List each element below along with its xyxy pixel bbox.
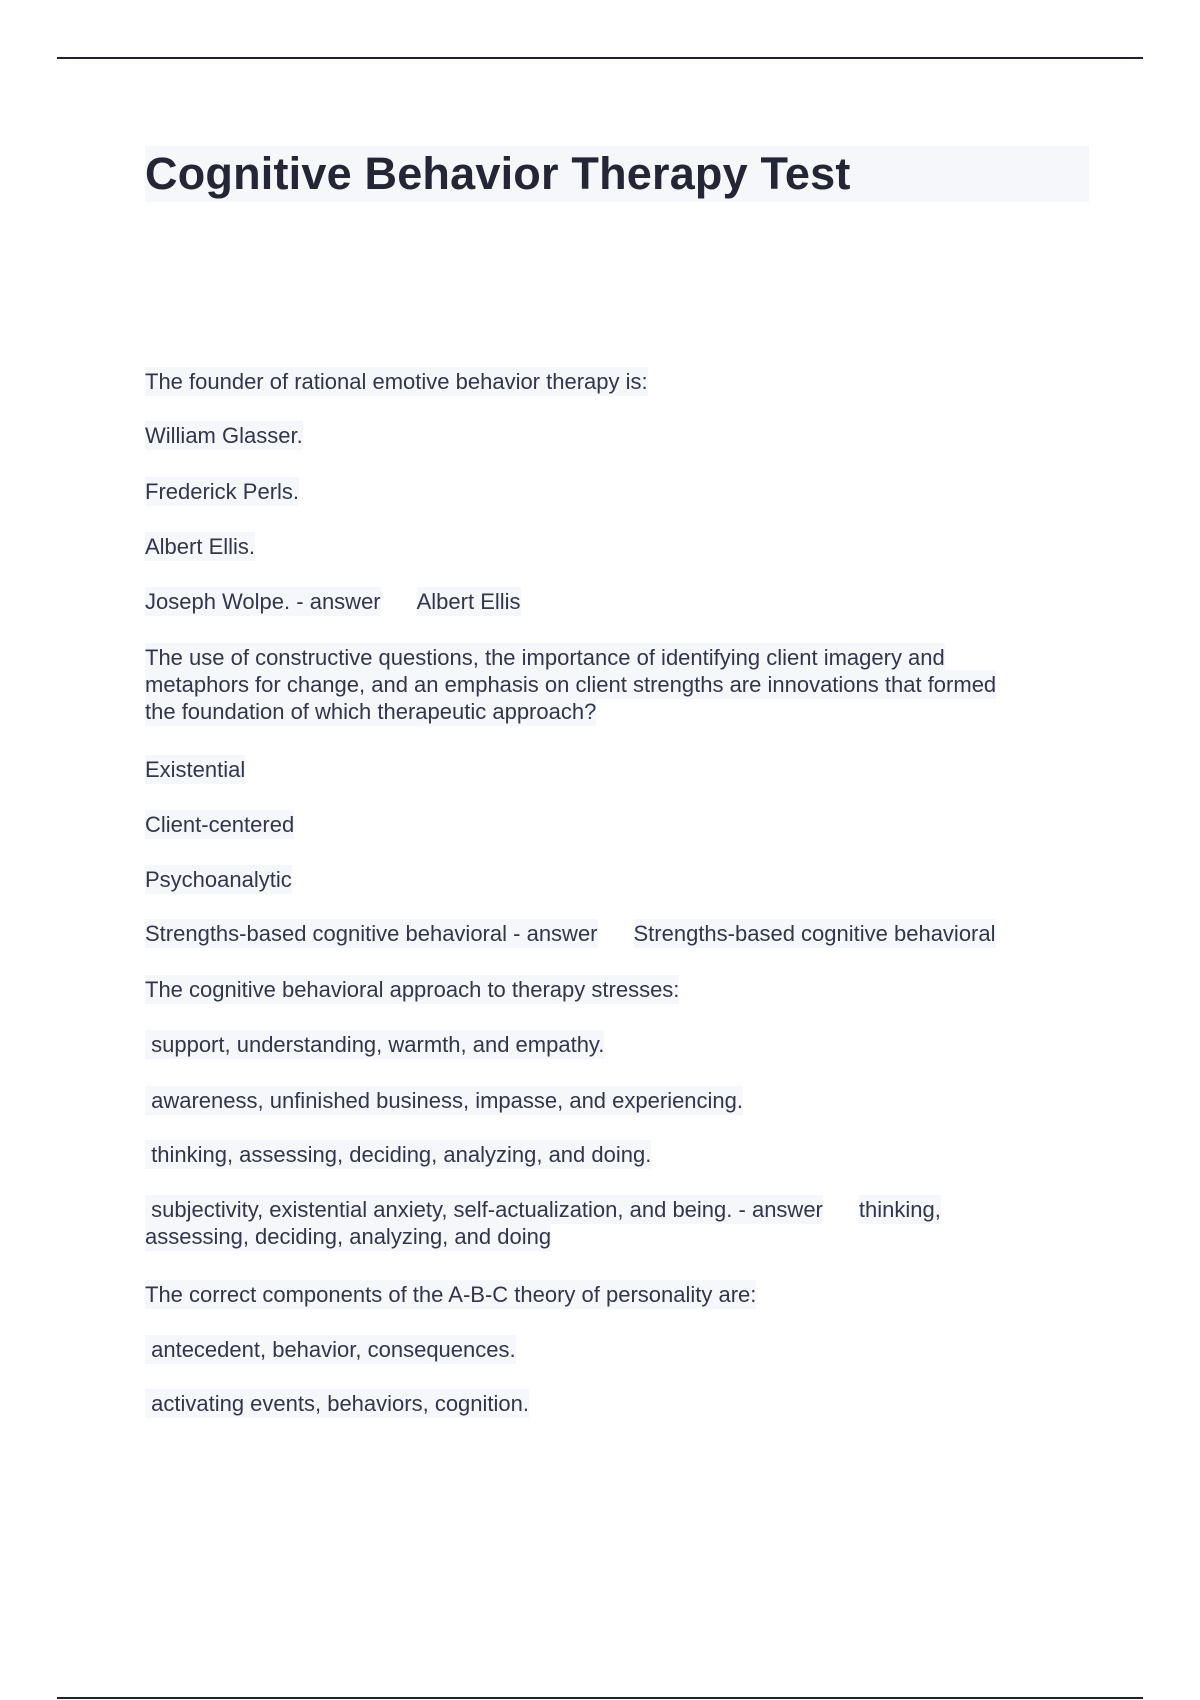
- question-2-option-1: Existential: [145, 757, 246, 782]
- question-3-option-2: awareness, unfinished business, impasse, and experiencing.: [145, 1088, 744, 1113]
- question-1-option-2: Frederick Perls.: [145, 479, 300, 504]
- answer-label: - answer: [738, 1197, 823, 1222]
- document-title: Cognitive Behavior Therapy Test: [145, 148, 851, 199]
- question-4-prompt: The correct components of the A-B-C theory of personality are:: [145, 1282, 757, 1307]
- question-2-option-3: Psychoanalytic: [145, 867, 292, 892]
- answer-label: - answer: [296, 589, 381, 614]
- question-3-option-3: thinking, assessing, deciding, analyzing, and doing.: [145, 1142, 652, 1167]
- question-4-option-2: activating events, behaviors, cognition.: [145, 1391, 530, 1416]
- question-2-option-2: Client-centered: [145, 812, 295, 837]
- question-3-option-4: subjectivity, existential anxiety, self-actualization, and being.: [145, 1197, 733, 1222]
- question-3-answer-block: [145, 1196, 941, 1250]
- question-2-prompt: The use of constructive questions, the importance of identifying client imagery and metaphors for change, and an emphasis on client strengths are innovations that formed the foundation of which therapeutic approach?: [145, 645, 997, 724]
- question-1-prompt: The founder of rational emotive behavior therapy is:: [145, 369, 648, 394]
- question-3-answer-part-1: thinking,: [858, 1197, 941, 1222]
- question-2-answer: Strengths-based cognitive behavioral: [633, 921, 996, 946]
- question-1-answer: Albert Ellis: [416, 589, 521, 614]
- question-1-option-3: Albert Ellis.: [145, 534, 256, 559]
- title-block: [145, 146, 1089, 202]
- top-rule: [57, 57, 1143, 59]
- question-1-option-4: Joseph Wolpe.: [145, 589, 291, 614]
- answer-label: - answer: [513, 921, 598, 946]
- question-3-prompt: The cognitive behavioral approach to therapy stresses:: [145, 977, 680, 1002]
- question-1-option-1: William Glasser.: [145, 423, 303, 448]
- question-3-option-1: support, understanding, warmth, and empathy.: [145, 1032, 605, 1057]
- bottom-rule: [57, 1697, 1143, 1699]
- question-4-option-1: antecedent, behavior, consequences.: [145, 1337, 516, 1362]
- question-2-option-4: Strengths-based cognitive behavioral: [145, 921, 508, 946]
- question-3-answer-part-2: assessing, deciding, analyzing, and doing: [145, 1224, 552, 1249]
- question-1-answer-line: [145, 588, 521, 615]
- question-2-answer-line: [145, 920, 996, 947]
